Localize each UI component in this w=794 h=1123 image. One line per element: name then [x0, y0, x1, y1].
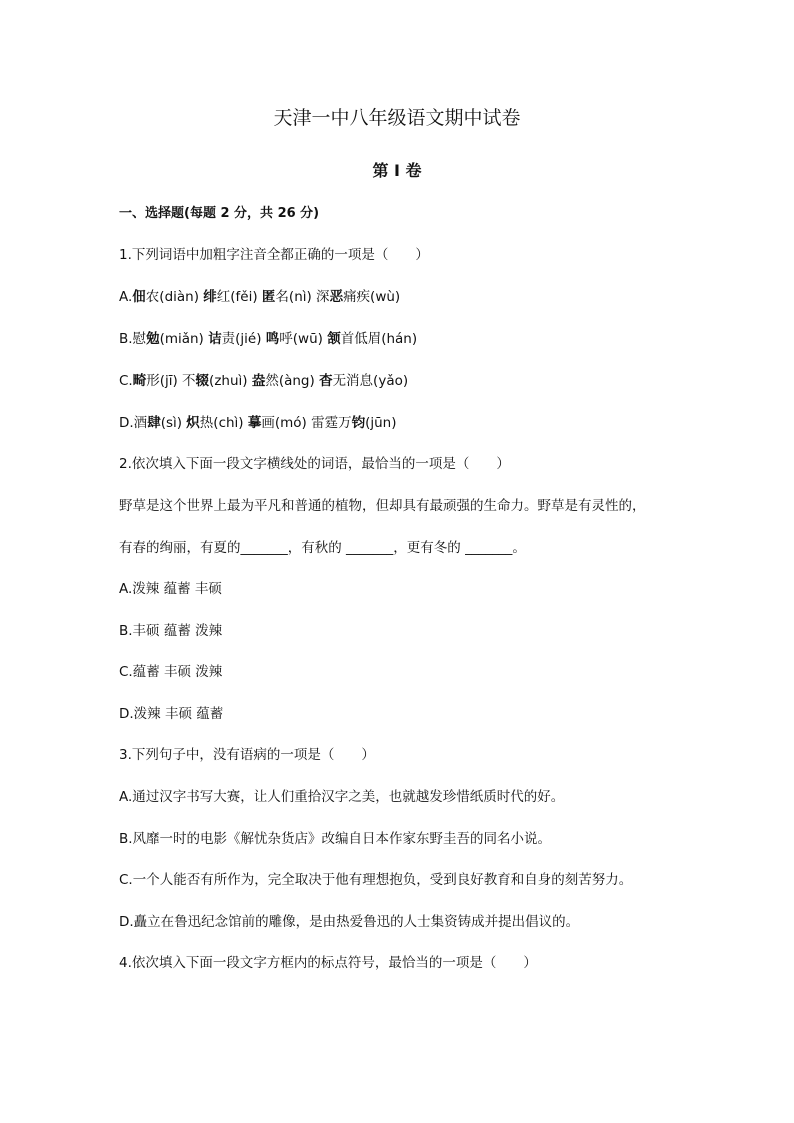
q3-stem: 3.下列句子中，没有语病的一项是（ ）	[119, 747, 375, 763]
q1-option-c: C.畸形(jī) 不辍(zhuì) 盎然(àng) 杳无消息(yǎo)	[119, 373, 409, 389]
q2-stem: 2.依次填入下面一段文字横线处的词语，最恰当的一项是（ ）	[119, 456, 510, 472]
q1-stem: 1.下列词语中加粗字注音全都正确的一项是（ ）	[119, 247, 429, 263]
q4-stem: 4.依次填入下面一段文字方框内的标点符号，最恰当的一项是（ ）	[119, 955, 537, 971]
q2-passage-line-2: 有春的绚丽，有夏的_______，有秋的 _______，更有冬的 _______。	[119, 540, 526, 556]
q3-option-c: C.一个人能否有所作为，完全取决于他有理想抱负，受到良好教育和自身的刻苦努力。	[119, 872, 633, 888]
q3-option-b: B.风靡一时的电影《解忧杂货店》改编自日本作家东野圭吾的同名小说。	[119, 831, 552, 847]
q3-option-a: A.通过汉字书写大赛，让人们重拾汉字之美，也就越发珍惜纸质时代的好。	[119, 789, 565, 805]
q1-option-a: A.佃农(diàn) 绯红(fěi) 匿名(nì) 深恶痛疾(wù)	[119, 289, 401, 305]
q2-passage-line-1: 野草是这个世界上最为平凡和普通的植物，但却具有最顽强的生命力。野草是有灵性的，	[119, 498, 646, 514]
part-heading: 一、选择题(每题 2 分，共 26 分)	[119, 206, 320, 221]
q2-option-d: D.泼辣 丰硕 蕴蓄	[119, 706, 224, 722]
exam-title: 天津一中八年级语文期中试卷	[273, 107, 521, 129]
q2-option-a: A.泼辣 蕴蓄 丰硕	[119, 581, 222, 597]
q1-option-b: B.慰勉(miǎn) 诘责(jié) 鸣呼(wū) 颔首低眉(hán)	[119, 331, 418, 347]
q2-option-b: B.丰硕 蕴蓄 泼辣	[119, 623, 223, 639]
q2-option-c: C.蕴蓄 丰硕 泼辣	[119, 664, 223, 680]
section-title: 第 I 卷	[372, 161, 422, 180]
q1-option-d: D.酒肆(sì) 炽热(chì) 摹画(mó) 雷霆万钧(jūn)	[119, 415, 397, 431]
q3-option-d: D.矗立在鲁迅纪念馆前的雕像，是由热爱鲁迅的人士集资铸成并提出倡议的。	[119, 914, 580, 930]
